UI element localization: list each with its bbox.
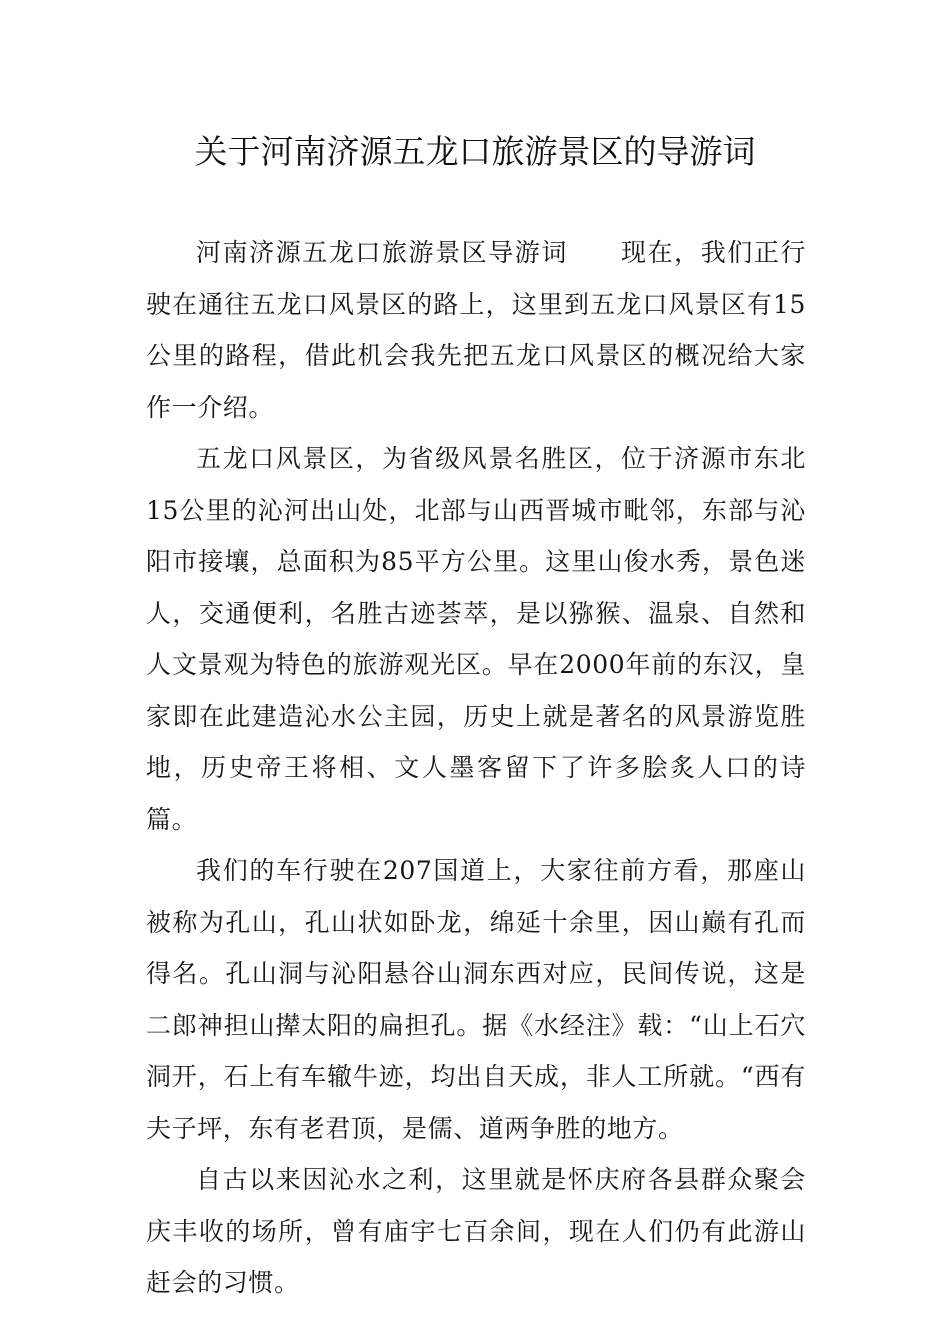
paragraph-3: 我们的车行驶在207国道上，大家往前方看，那座山被称为孔山，孔山状如卧龙，绵延十余里，因山巅有孔而得名。孔山洞与沁阳悬谷山洞东西对应，民间传说，这是二郎神担山撵太阳的扁担孔。据《水经注》载：“山上石穴洞开，石上有车辙牛迹，均出自天成，非人工所就。“西有夫子坪，东有老君顶，是儒、道两争胜的地方。: [146, 856, 806, 1143]
paragraph-4: 自古以来因沁水之利，这里就是怀庆府各县群众聚会庆丰收的场所，曾有庙宇七百余间，现在人们仍有此游山赶会的习惯。: [146, 1165, 806, 1297]
document-body: [146, 227, 806, 1309]
document-title: 关于河南济源五龙口旅游景区的导游词: [194, 132, 756, 171]
paragraph-1: 河南济源五龙口旅游景区导游词 现在，我们正行驶在通往五龙口风景区的路上，这里到五龙口风景区有15公里的路程，借此机会我先把五龙口风景区的概况给大家作一介绍。: [146, 238, 806, 422]
paragraph-2: 五龙口风景区，为省级风景名胜区，位于济源市东北15公里的沁河出山处，北部与山西晋城市毗邻，东部与沁阳市接壤，总面积为85平方公里。这里山俊水秀，景色迷人，交通便利，名胜古迹荟萃，是以猕猴、温泉、自然和人文景观为特色的旅游观光区。早在2000年前的东汉，皇家即在此建造沁水公主园，历史上就是著名的风景游览胜地，历史帝王将相、文人墨客留下了许多脍炙人口的诗篇。: [146, 444, 806, 834]
